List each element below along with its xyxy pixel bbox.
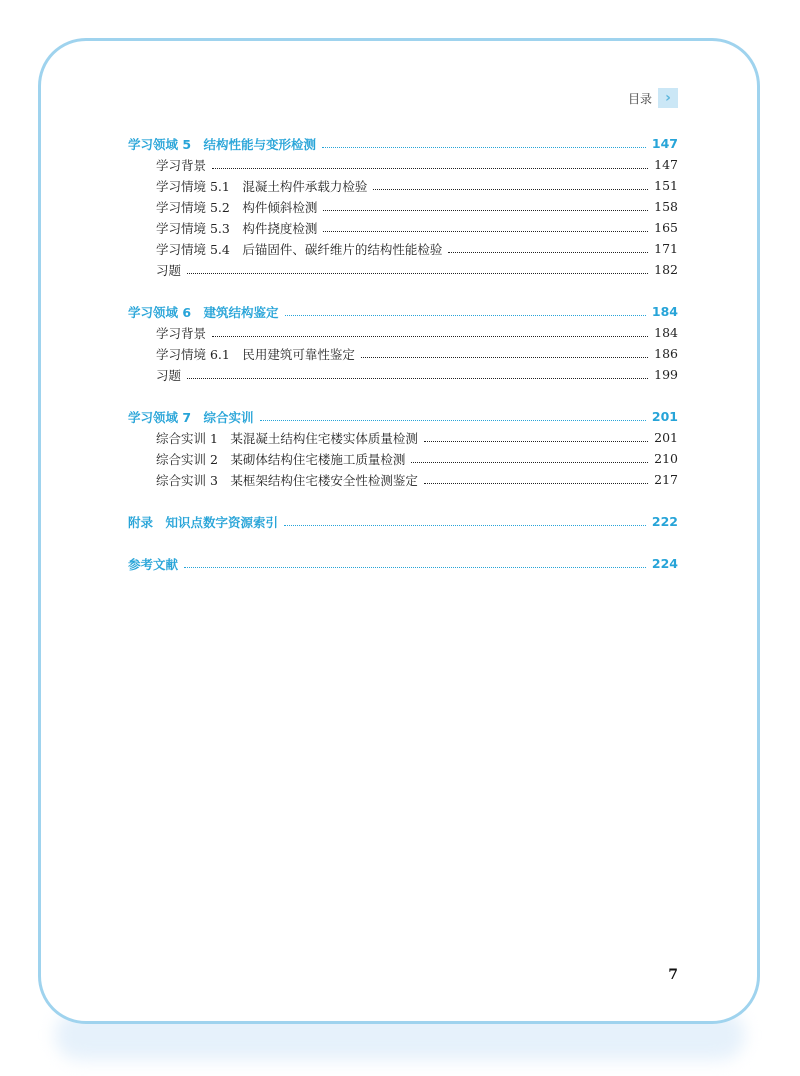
dot-leader [260, 419, 646, 421]
toc-entry[interactable] [128, 196, 678, 217]
toc-entry-label: 学习情境 5.2 构件倾斜检测 [156, 199, 318, 215]
toc-page-number: 184 [651, 304, 678, 319]
toc-section-title: 学习领域 7 综合实训 [128, 409, 254, 425]
toc-page-number: 151 [654, 178, 678, 193]
toc-entry[interactable] [128, 322, 678, 343]
toc-section-title: 参考文献 [128, 556, 179, 572]
toc-entry[interactable] [128, 259, 678, 280]
toc-section-title: 附录 知识点数字资源索引 [128, 514, 279, 530]
table-of-contents [128, 133, 678, 574]
toc-entry[interactable] [128, 343, 678, 364]
toc-entry[interactable] [128, 175, 678, 196]
toc-entry[interactable] [128, 469, 678, 490]
chevron-right-icon[interactable]: › [658, 88, 678, 108]
dot-leader [411, 461, 648, 463]
toc-page-number: 171 [654, 241, 678, 256]
dot-leader [448, 251, 648, 253]
page-number: 7 [668, 967, 678, 983]
toc-page-number: 201 [654, 430, 678, 445]
toc-entry-label: 综合实训 3 某框架结构住宅楼安全性检测鉴定 [156, 472, 418, 488]
toc-entry-label: 学习情境 5.4 后锚固件、碳纤维片的结构性能检验 [156, 241, 443, 257]
dot-leader [424, 482, 648, 484]
toc-entry-label: 学习情境 5.1 混凝土构件承载力检验 [156, 178, 368, 194]
toc-entry[interactable] [128, 238, 678, 259]
toc-entry-label: 学习背景 [156, 157, 207, 173]
dot-leader [212, 167, 648, 169]
toc-header-label: 目录 [627, 91, 652, 106]
toc-page-number: 184 [654, 325, 678, 340]
toc-entry[interactable] [128, 217, 678, 238]
toc-section-domain6[interactable] [128, 301, 678, 322]
toc-page-number: 224 [651, 556, 678, 571]
toc-entry-label: 习题 [156, 262, 182, 278]
toc-header [628, 88, 678, 108]
dot-leader [284, 524, 646, 526]
dot-leader [184, 566, 646, 568]
dot-leader [212, 335, 648, 337]
toc-section-domain7[interactable] [128, 406, 678, 427]
toc-page-number: 165 [654, 220, 678, 235]
toc-page-number: 186 [654, 346, 678, 361]
toc-page-number: 147 [651, 136, 678, 151]
dot-leader [322, 146, 646, 148]
dot-leader [187, 272, 648, 274]
toc-entry-label: 学习情境 5.3 构件挠度检测 [156, 220, 318, 236]
toc-page-number: 210 [654, 451, 678, 466]
toc-page-number: 158 [654, 199, 678, 214]
toc-section-references[interactable] [128, 553, 678, 574]
toc-entry-label: 学习情境 6.1 民用建筑可靠性鉴定 [156, 346, 355, 362]
toc-section-domain5[interactable] [128, 133, 678, 154]
dot-leader [373, 188, 648, 190]
dot-leader [285, 314, 646, 316]
toc-entry-label: 学习背景 [156, 325, 207, 341]
toc-entry-label: 综合实训 1 某混凝土结构住宅楼实体质量检测 [156, 430, 418, 446]
dot-leader [361, 356, 648, 358]
toc-page-number: 222 [651, 514, 678, 529]
dot-leader [323, 230, 648, 232]
toc-entry[interactable] [128, 154, 678, 175]
toc-page-number: 147 [654, 157, 678, 172]
dot-leader [323, 209, 648, 211]
toc-page-number: 201 [651, 409, 678, 424]
dot-leader [187, 377, 648, 379]
toc-entry[interactable] [128, 448, 678, 469]
toc-entry-label: 习题 [156, 367, 182, 383]
toc-entry[interactable] [128, 364, 678, 385]
toc-section-title: 学习领域 5 结构性能与变形检测 [128, 136, 317, 152]
toc-page-number: 182 [654, 262, 678, 277]
toc-page-number: 217 [654, 472, 678, 487]
toc-entry[interactable] [128, 427, 678, 448]
dot-leader [424, 440, 648, 442]
toc-entry-label: 综合实训 2 某砌体结构住宅楼施工质量检测 [156, 451, 406, 467]
toc-page-number: 199 [654, 367, 678, 382]
toc-section-title: 学习领域 6 建筑结构鉴定 [128, 304, 279, 320]
toc-section-appendix[interactable] [128, 511, 678, 532]
